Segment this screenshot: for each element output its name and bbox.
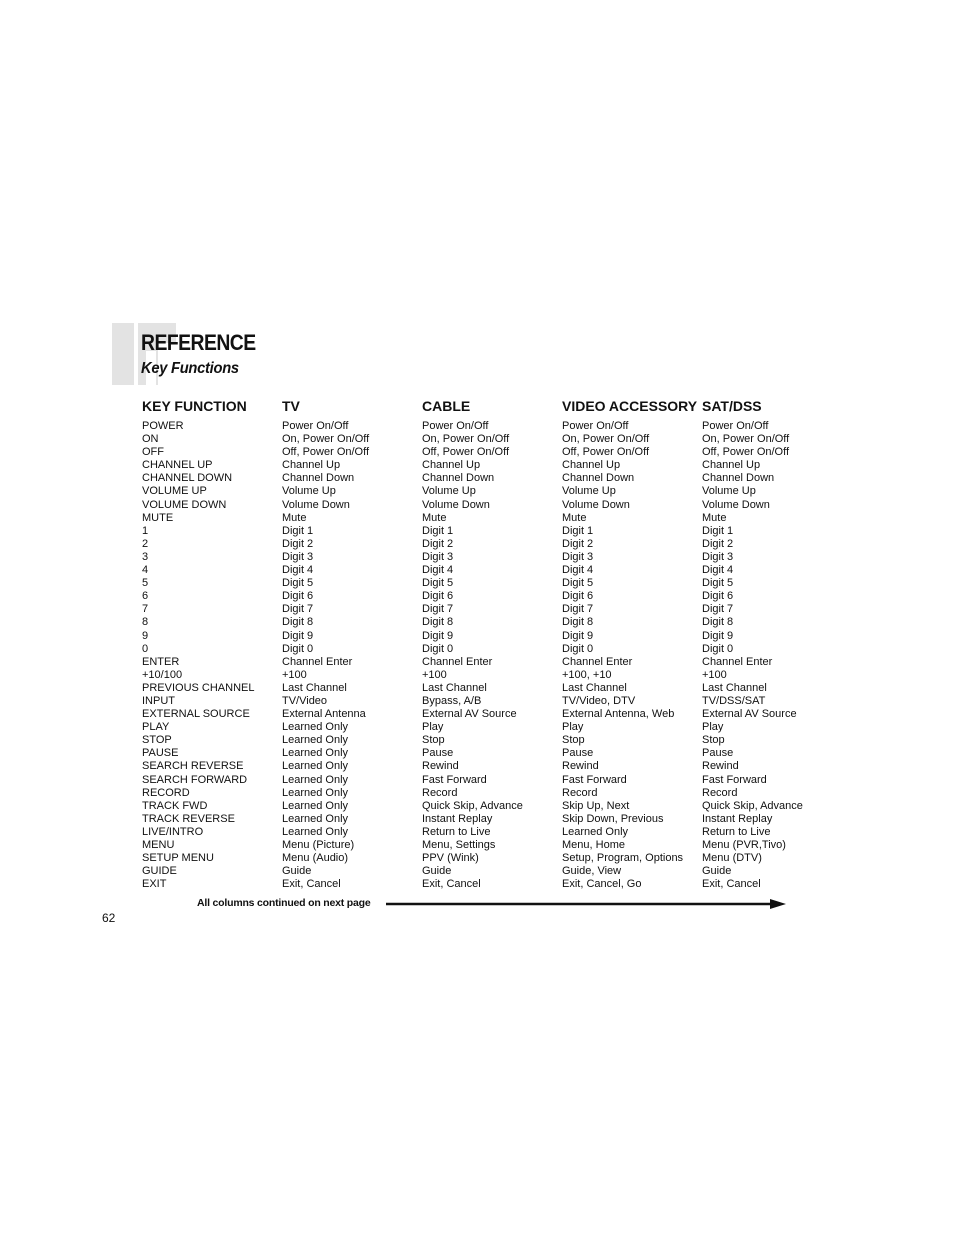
table-cell: Quick Skip, Advance [702,799,803,812]
table-cell: Digit 7 [422,603,454,616]
key-function-cell: 5 [142,577,149,590]
table-cell: On, Power On/Off [282,433,370,446]
key-function-cell: 4 [142,564,149,577]
table-cell: Record [562,786,598,799]
key-function-cell: EXIT [142,878,167,891]
table-cell: Digit 7 [562,603,594,616]
key-function-cell: STOP [142,734,172,747]
key-function-cell: 1 [142,524,149,537]
table-cell: Channel Up [422,459,481,472]
table-cell: Last Channel [562,681,627,694]
key-functions-table [142,398,842,891]
table-cell: Mute [282,511,307,524]
table-cell: +100 [702,668,727,681]
table-cell: Learned Only [282,747,349,760]
key-function-cell: SETUP MENU [142,852,214,865]
table-cell: Return to Live [702,825,771,838]
table-cell: Volume Up [562,485,616,498]
table-cell: Digit 1 [282,524,314,537]
key-function-cell: ENTER [142,655,180,668]
table-cell: Exit, Cancel [702,878,761,891]
key-function-cell: SEARCH REVERSE [142,760,244,773]
key-function-cell: SEARCH FORWARD [142,773,248,786]
table-cell: Channel Enter [702,655,773,668]
table-cell: Power On/Off [422,420,489,432]
key-function-cell: 6 [142,590,149,603]
table-cell: Digit 4 [702,564,734,577]
continued-note: All columns continued on next page [197,897,371,909]
table-cell: Mute [562,511,587,524]
table-cell: Volume Down [702,498,770,511]
key-function-cell: POWER [142,420,184,432]
table-cell: TV/Video, DTV [562,694,636,707]
table-cell: Stop [562,734,585,747]
table-cell: Pause [702,747,734,760]
table-cell: Off, Power On/Off [702,446,790,459]
table-cell: Channel Down [422,472,495,485]
table-cell: Instant Replay [422,812,493,825]
key-function-cell: 3 [142,550,149,563]
key-function-cell: OFF [142,446,164,459]
table-cell: Digit 6 [422,590,454,603]
table-cell: Learned Only [282,799,349,812]
key-function-cell: INPUT [142,694,175,707]
table-cell: Pause [422,747,454,760]
table-cell: Volume Down [282,498,350,511]
table-cell: +100, +10 [562,668,612,681]
table-cell: Digit 3 [422,550,454,563]
table-cell: Digit 2 [702,537,734,550]
page-title: REFERENCE [141,330,256,355]
table-cell: Digit 5 [282,577,314,590]
continue-arrow-icon [386,897,788,911]
table-cell: Instant Replay [702,812,773,825]
key-function-cell: CHANNEL DOWN [142,472,233,485]
key-function-cell: PAUSE [142,747,179,760]
table-cell: Channel Down [282,472,355,485]
table-cell: Exit, Cancel [422,878,481,891]
column-header: KEY FUNCTION [142,398,247,414]
table-cell: Channel Enter [562,655,633,668]
table-cell: Exit, Cancel [282,878,341,891]
table-cell: Quick Skip, Advance [422,799,523,812]
table-cell: Power On/Off [702,420,769,432]
table-cell: Digit 0 [702,642,734,655]
table-cell: Setup, Program, Options [562,852,684,865]
table-cell: Exit, Cancel, Go [562,878,642,891]
table-cell: Channel Down [562,472,635,485]
table-cell: Channel Up [702,459,761,472]
key-function-cell: VOLUME DOWN [142,498,227,511]
table-cell: Digit 2 [282,537,314,550]
table-cell: Mute [422,511,447,524]
table-cell: Stop [702,734,725,747]
table-cell: Menu (Picture) [282,839,355,851]
table-cell: Volume Down [562,498,630,511]
table-cell: Bypass, A/B [422,694,482,707]
table-cell: Last Channel [282,681,347,694]
table-cell: On, Power On/Off [422,433,510,446]
table-cell: Digit 6 [562,590,594,603]
table-cell: Fast Forward [562,773,627,786]
key-function-cell: 7 [142,603,149,616]
table-cell: On, Power On/Off [562,433,650,446]
table-cell: Last Channel [702,681,767,694]
table-cell: Digit 7 [282,603,314,616]
table-cell: External Antenna [282,708,366,721]
table-cell: Digit 4 [422,564,454,577]
table-cell: TV/DSS/SAT [702,694,766,707]
table-cell: Digit 8 [282,616,314,629]
table-cell: Power On/Off [562,420,629,432]
table-cell: Digit 9 [702,629,734,642]
key-function-cell: +10/100 [142,668,183,681]
table-cell: Channel Down [702,472,775,485]
table-cell: Rewind [702,760,739,773]
table-cell: Learned Only [282,734,349,747]
table-cell: Menu, Settings [422,839,496,851]
table-cell: Play [702,721,724,734]
table-cell: Digit 9 [282,629,314,642]
table-cell: Guide [422,865,452,878]
table-cell: Digit 0 [282,642,314,655]
table-cell: Channel Enter [422,655,493,668]
key-function-cell: PREVIOUS CHANNEL [142,681,255,694]
table-cell: Rewind [422,760,459,773]
table-cell: Digit 9 [422,629,454,642]
table-cell: Digit 2 [422,537,454,550]
column-header: VIDEO ACCESSORY [562,398,698,414]
table-cell: Learned Only [282,812,349,825]
table-cell: Menu (DTV) [702,852,762,865]
section-subtitle: Key Functions [141,360,239,377]
table-cell: Learned Only [282,786,349,799]
table-cell: Record [702,786,738,799]
table-cell: Digit 2 [562,537,594,550]
key-function-cell: TRACK FWD [142,799,208,812]
key-function-cell: 0 [142,642,149,655]
table-cell: Guide [282,865,312,878]
table-cell: Digit 7 [702,603,734,616]
table-cell: Digit 1 [702,524,734,537]
table-cell: Skip Up, Next [562,799,630,812]
table-cell: Skip Down, Previous [562,812,664,825]
table-cell: Off, Power On/Off [422,446,510,459]
table-cell: Learned Only [282,825,349,838]
key-function-cell: 8 [142,616,149,629]
table-cell: Menu, Home [562,839,625,851]
table-cell: Off, Power On/Off [562,446,650,459]
table-cell: Mute [702,511,727,524]
table-cell: Learned Only [282,760,349,773]
table-cell: Learned Only [282,721,349,734]
table-cell: Stop [422,734,445,747]
table-cell: Channel Up [562,459,621,472]
table-cell: Digit 1 [562,524,594,537]
table-cell: Digit 6 [282,590,314,603]
table-cell: Learned Only [562,825,629,838]
table-cell: Digit 8 [422,616,454,629]
key-function-cell: RECORD [142,786,190,799]
table-cell: Digit 1 [422,524,454,537]
table-cell: Channel Up [282,459,341,472]
key-function-cell: EXTERNAL SOURCE [142,708,250,721]
table-cell: Digit 5 [422,577,454,590]
table-cell: Last Channel [422,681,487,694]
column-header: CABLE [422,398,471,414]
table-cell: Menu (Audio) [282,852,349,865]
table-cell: Digit 9 [562,629,594,642]
table-cell: Digit 5 [562,577,594,590]
key-function-cell: TRACK REVERSE [142,812,235,825]
table-cell: Digit 8 [702,616,734,629]
key-function-cell: MUTE [142,511,174,524]
table-cell: Digit 0 [562,642,594,655]
table-cell: Guide [702,865,732,878]
table-cell: Rewind [562,760,599,773]
table-cell: Return to Live [422,825,491,838]
key-function-cell: LIVE/INTRO [142,825,204,838]
key-function-cell: MENU [142,839,175,851]
table-cell: Fast Forward [422,773,487,786]
table-cell: External AV Source [702,708,797,721]
table-cell: Digit 4 [562,564,594,577]
table-cell: Power On/Off [282,420,349,432]
table-cell: External Antenna, Web [562,708,675,721]
table-cell: External AV Source [422,708,517,721]
page-number: 62 [102,911,116,925]
table-cell: Digit 3 [702,550,734,563]
key-function-cell: VOLUME UP [142,485,207,498]
table-cell: Digit 3 [562,550,594,563]
table-cell: Digit 4 [282,564,314,577]
key-function-cell: ON [142,433,159,446]
table-cell: PPV (Wink) [422,852,479,865]
key-function-cell: 9 [142,629,149,642]
table-cell: Digit 6 [702,590,734,603]
table-cell: Volume Up [422,485,476,498]
table-cell: Volume Up [282,485,336,498]
table-cell: Digit 5 [702,577,734,590]
key-function-cell: CHANNEL UP [142,459,213,472]
table-cell: Channel Enter [282,655,353,668]
table-cell: Off, Power On/Off [282,446,370,459]
table-cell: Record [422,786,458,799]
table-cell: Play [422,721,444,734]
key-function-cell: 2 [142,537,149,550]
table-cell: Volume Down [422,498,490,511]
table-cell: Play [562,721,584,734]
column-header: SAT/DSS [702,398,762,414]
table-cell: Pause [562,747,594,760]
table-cell: Guide, View [562,865,622,878]
table-cell: +100 [282,668,307,681]
key-function-cell: GUIDE [142,865,177,878]
table-cell: On, Power On/Off [702,433,790,446]
table-cell: +100 [422,668,447,681]
table-cell: TV/Video [282,694,328,707]
table-cell: Digit 0 [422,642,454,655]
key-function-cell: PLAY [142,721,170,734]
table-cell: Fast Forward [702,773,767,786]
table-cell: Volume Up [702,485,756,498]
table-cell: Learned Only [282,773,349,786]
table-cell: Menu (PVR,Tivo) [702,839,786,851]
table-cell: Digit 3 [282,550,314,563]
table-cell: Digit 8 [562,616,594,629]
column-header: TV [282,398,300,414]
